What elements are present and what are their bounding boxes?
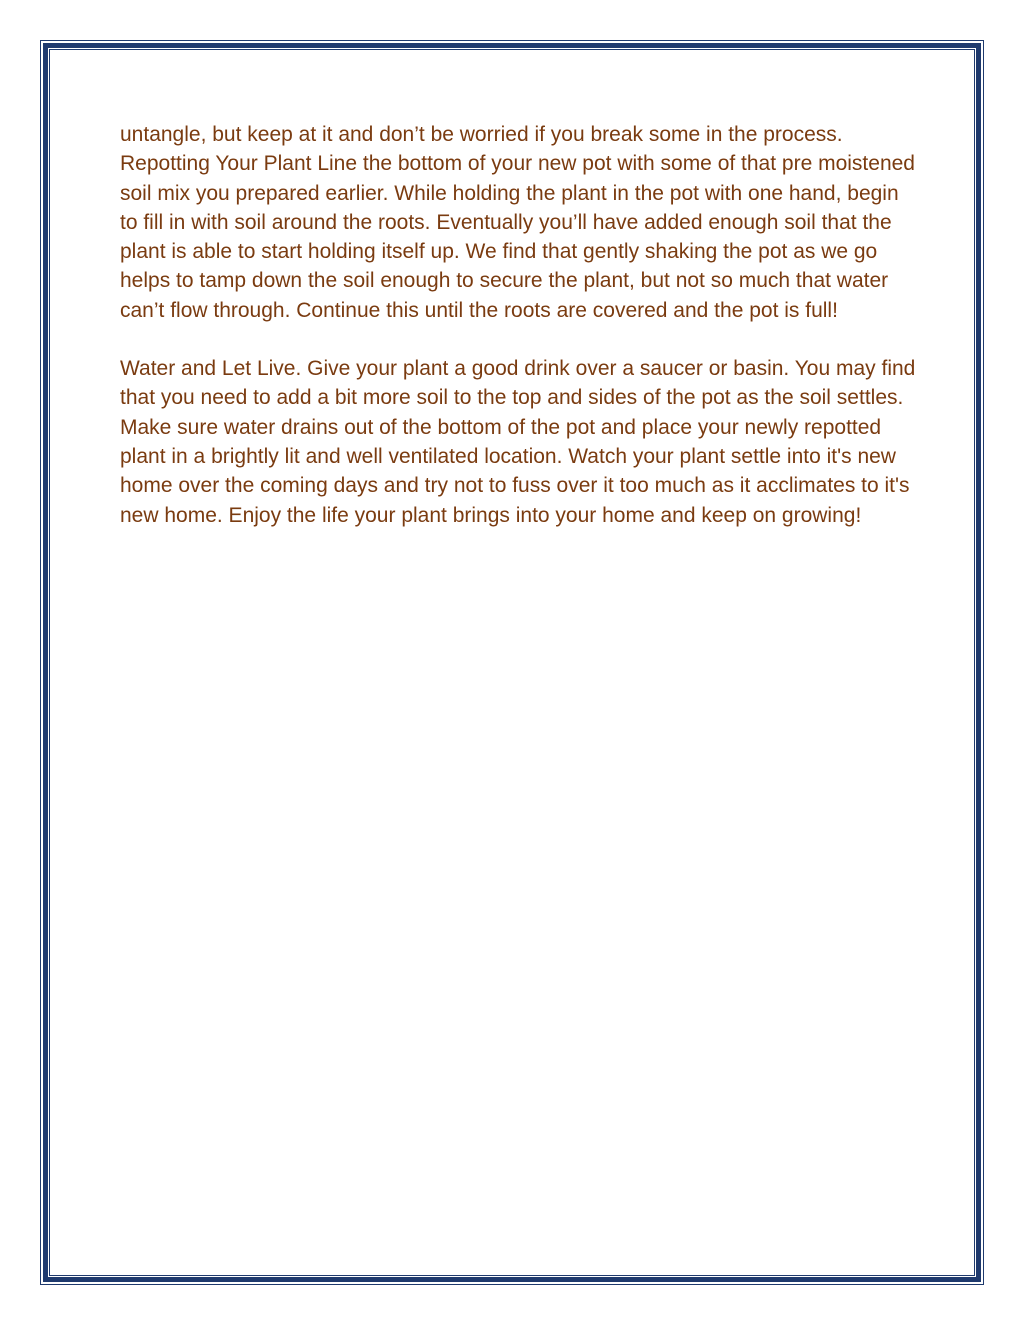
paragraph-water-and-let-live: Water and Let Live. Give your plant a good drink over a saucer or basin. You may find that you need to add a bit more soil to the top and sides of the pot as the soil settles. Make sure water drains out of the bottom of the pot and place your newly repotted plant in a brightly lit and well ventilated location. Watch your plant settle into it's new home over the coming days and try not to fuss over it too much as it acclimates to it's new home. Enjoy the life your plant brings into your home and keep on growing! [120, 357, 916, 527]
document-body [120, 120, 920, 530]
paragraph-repotting: untangle, but keep at it and don’t be worried if you break some in the process. Repotting Your Plant Line the bottom of your new pot with some of that pre moistened soil mix you prepared earlier. While holding the plant in the pot with one hand, begin to fill in with soil around the roots. Eventually you’ll have added enough soil that the plant is able to start holding itself up. We find that gently shaking the pot as we go helps to tamp down the soil enough to secure the plant, but not so much that water can’t flow through. Continue this until the roots are covered and the pot is full! [120, 123, 915, 322]
